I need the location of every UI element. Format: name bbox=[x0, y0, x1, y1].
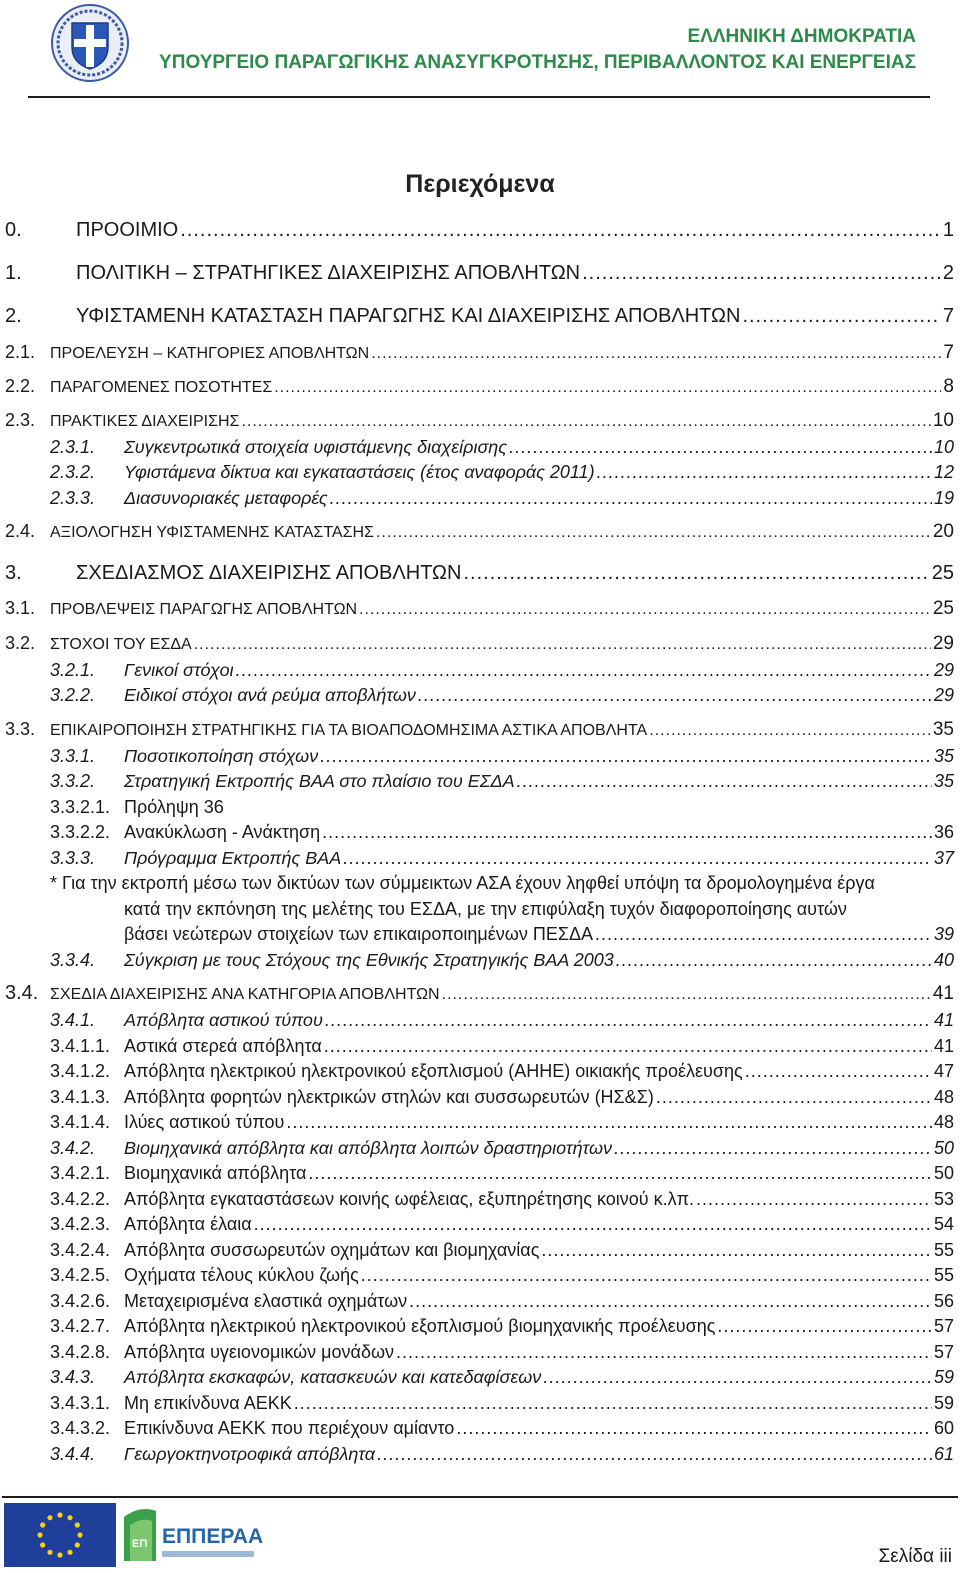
toc-page: 19 bbox=[933, 488, 954, 508]
toc-text: Οχήματα τέλους κύκλου ζωής bbox=[124, 1265, 359, 1285]
toc-entry[interactable] bbox=[50, 685, 954, 706]
toc-leader bbox=[517, 771, 932, 792]
toc-entry[interactable] bbox=[50, 746, 954, 767]
toc-text: Ποσοτικοποίηση στόχων bbox=[124, 746, 319, 766]
toc-leader bbox=[696, 1189, 932, 1210]
toc-text: Πρόληψη 36 bbox=[124, 797, 224, 817]
toc-text: Απόβλητα υγειονομικών μονάδων bbox=[124, 1342, 395, 1362]
toc-leader bbox=[325, 1010, 932, 1031]
toc-leader bbox=[377, 1444, 932, 1465]
toc-text: Στρατηγική Εκτροπής ΒΑΑ στο πλαίσιο του ΕΣΔΑ bbox=[124, 771, 515, 791]
toc-page: 25 bbox=[932, 598, 954, 619]
toc-entry[interactable] bbox=[5, 982, 954, 1005]
toc-page: 55 bbox=[933, 1240, 954, 1260]
toc-number: 3.4.2.4. bbox=[50, 1240, 111, 1260]
toc-text: ΕΠΙΚΑΙΡΟΠΟΙΗΣΗ ΣΤΡΑΤΗΓΙΚΗΣ ΓΙΑ ΤΑ ΒΙΟΑΠΟΔΟΜΗΣΙΜΑ ΑΣΤΙΚΑ ΑΠΟΒΛΗΤΑ bbox=[50, 722, 648, 739]
toc-note-entry[interactable] bbox=[50, 871, 954, 948]
toc-text: Σύγκριση με τους Στόχους της Εθνικής Στρατηγικής ΒΑΑ 2003 bbox=[124, 950, 614, 970]
toc-leader bbox=[396, 1342, 932, 1363]
toc-leader bbox=[616, 950, 932, 971]
toc-text: ΣΧΕΔΙΑ ΔΙΑΧΕΙΡΙΣΗΣ ΑΝΑ ΚΑΤΗΓΟΡΙΑ ΑΠΟΒΛΗΤΩΝ bbox=[50, 986, 440, 1003]
toc-leader bbox=[463, 562, 929, 585]
toc-leader bbox=[371, 345, 941, 363]
toc-number: 3.4.3.2. bbox=[50, 1418, 111, 1438]
toc-text: ΣΤΟΧΟΙ ΤΟΥ ΕΣΔΑ bbox=[50, 636, 192, 653]
toc-number: 3.4.2.2. bbox=[50, 1189, 111, 1209]
header-country: ΕΛΛΗΝΙΚΗ ΔΗΜΟΚΡΑΤΙΑ bbox=[687, 26, 916, 47]
toc-text: Αστικά στερεά απόβλητα bbox=[124, 1036, 322, 1056]
toc-note-last-line bbox=[50, 922, 954, 948]
toc-page: 41 bbox=[933, 1010, 954, 1030]
toc-text: Ανακύκλωση - Ανάκτηση bbox=[124, 822, 321, 842]
toc-entry[interactable] bbox=[50, 848, 954, 869]
toc-number: 2.3.1. bbox=[50, 437, 96, 457]
toc-text: Διασυνοριακές μεταφορές bbox=[124, 488, 328, 508]
toc-number: 3.4.1.4. bbox=[50, 1112, 111, 1132]
toc-text: Επικίνδυνα ΑΕΚΚ που περιέχουν αμίαντο bbox=[124, 1418, 455, 1438]
toc-leader bbox=[320, 746, 932, 767]
toc-leader bbox=[361, 1265, 932, 1286]
toc-text: ΠΑΡΑΓΟΜΕΝΕΣ ΠΟΣΟΤΗΤΕΣ bbox=[50, 379, 273, 396]
toc-page: 39 bbox=[933, 924, 954, 945]
toc-entry[interactable] bbox=[50, 1393, 954, 1414]
toc-page: 54 bbox=[933, 1214, 954, 1234]
toc-text: Βιομηχανικά απόβλητα bbox=[124, 1163, 307, 1183]
toc-leader bbox=[254, 1214, 932, 1235]
toc-text: Μεταχειρισμένα ελαστικά οχημάτων bbox=[124, 1291, 408, 1311]
header-divider bbox=[28, 96, 930, 98]
toc-page: 59 bbox=[933, 1367, 954, 1387]
toc-note-line: κατά την εκπόνηση της μελέτης του ΕΣΔΑ, με την επιφύλαξη τυχόν διαφοροποίησης αυτών bbox=[124, 898, 847, 919]
toc-entry[interactable] bbox=[50, 1061, 954, 1082]
toc-text: ΣΧΕΔΙΑΣΜΟΣ ΔΙΑΧΕΙΡΙΣΗΣ ΑΠΟΒΛΗΤΩΝ bbox=[76, 562, 462, 584]
toc-leader bbox=[442, 986, 931, 1004]
toc-entry[interactable] bbox=[50, 950, 954, 971]
toc-number: 3.1. bbox=[5, 598, 36, 618]
toc-page: 57 bbox=[933, 1316, 954, 1336]
toc-page: 41 bbox=[933, 1036, 954, 1056]
toc-note-line: * Για την εκτροπή μέσω των δικτύων των σύμμεικτων ΑΣΑ έχουν ληφθεί υπόψη τα δρομολογημένα έργα bbox=[50, 873, 875, 893]
toc-number: 3.4. bbox=[5, 982, 39, 1004]
toc-page: 2 bbox=[942, 262, 954, 284]
toc-number: 2.3.3. bbox=[50, 488, 96, 508]
toc-number: 2.1. bbox=[5, 342, 36, 362]
toc-leader bbox=[541, 1240, 932, 1261]
epperaa-logo bbox=[122, 1503, 264, 1563]
toc-entry[interactable] bbox=[50, 1418, 954, 1439]
toc-leader bbox=[597, 462, 932, 483]
toc-number: 3.2.2. bbox=[50, 685, 96, 705]
toc-leader bbox=[409, 1291, 932, 1312]
greek-coat-of-arms-icon bbox=[50, 3, 130, 83]
header-title-block bbox=[159, 24, 916, 76]
toc-entry[interactable] bbox=[50, 1087, 954, 1108]
toc-text: Πρόγραμμα Εκτροπής ΒΑΑ bbox=[124, 848, 342, 868]
toc-leader bbox=[614, 1138, 932, 1159]
footer-divider bbox=[2, 1496, 958, 1498]
toc-entry[interactable] bbox=[50, 1010, 954, 1031]
toc-page: 20 bbox=[932, 521, 954, 542]
toc-number: 3.4.4. bbox=[50, 1444, 96, 1464]
toc-entry[interactable] bbox=[50, 822, 954, 843]
toc-entry[interactable] bbox=[50, 1163, 954, 1184]
toc-number: 3.4.2. bbox=[50, 1138, 96, 1158]
toc-number: 2.3.2. bbox=[50, 462, 96, 482]
toc-page: 41 bbox=[932, 983, 954, 1004]
toc-leader bbox=[418, 685, 932, 706]
toc-text: Απόβλητα ηλεκτρικού ηλεκτρονικού εξοπλισμού βιομηχανικής προέλευσης bbox=[124, 1316, 716, 1336]
toc-leader bbox=[308, 1163, 932, 1184]
toc-text: Βιομηχανικά απόβλητα και απόβλητα λοιπών δραστηριοτήτων bbox=[124, 1138, 613, 1158]
toc-leader bbox=[543, 1367, 932, 1388]
toc-number: 3.4.2.3. bbox=[50, 1214, 111, 1234]
toc-leader bbox=[330, 488, 932, 509]
toc-number: 3.4.2.1. bbox=[50, 1163, 111, 1183]
toc-entry[interactable] bbox=[50, 1240, 954, 1261]
toc-entry[interactable] bbox=[50, 771, 954, 792]
toc-entry[interactable] bbox=[50, 797, 954, 818]
toc-leader bbox=[649, 722, 931, 740]
toc-page: 29 bbox=[933, 685, 954, 705]
toc-page: 29 bbox=[932, 633, 954, 654]
toc-entry[interactable] bbox=[50, 660, 954, 681]
toc-entry[interactable] bbox=[5, 633, 954, 655]
toc-leader bbox=[745, 1061, 932, 1082]
toc-number: 2.3. bbox=[5, 410, 36, 430]
toc-number: 3.4.3. bbox=[50, 1367, 96, 1387]
toc-leader bbox=[294, 1393, 932, 1414]
toc-entry[interactable] bbox=[50, 1316, 954, 1337]
toc-leader bbox=[582, 262, 941, 285]
epperaa-logo-text: ΕΠΠΕΡΑΑ bbox=[162, 1525, 264, 1548]
toc-page: 53 bbox=[933, 1189, 954, 1209]
toc-page: 61 bbox=[933, 1444, 954, 1464]
toc-number: 3.3.2. bbox=[50, 771, 96, 791]
toc-page: 35 bbox=[933, 746, 954, 766]
toc-number: 2. bbox=[5, 305, 22, 327]
toc-entry[interactable] bbox=[50, 1291, 954, 1312]
toc-text: ΠΡΑΚΤΙΚΕΣ ΔΙΑΧΕΙΡΙΣΗΣ bbox=[50, 413, 240, 430]
toc-entry[interactable] bbox=[50, 1189, 954, 1210]
toc-text: Απόβλητα εκσκαφών, κατασκευών και κατεδαφίσεων bbox=[124, 1367, 542, 1387]
toc-page: 47 bbox=[933, 1061, 954, 1081]
toc-number: 3.4.1.1. bbox=[50, 1036, 111, 1056]
toc-page: 55 bbox=[933, 1265, 954, 1285]
toc-page: 59 bbox=[933, 1393, 954, 1413]
toc-text: Απόβλητα εγκαταστάσεων κοινής ωφέλειας, εξυπηρέτησης κοινού κ.λπ. bbox=[124, 1189, 695, 1209]
toc-entry[interactable] bbox=[50, 1444, 954, 1465]
toc-entry[interactable] bbox=[50, 1138, 954, 1159]
toc-leader bbox=[359, 601, 931, 619]
toc-number: 3.4.2.5. bbox=[50, 1265, 111, 1285]
header-ministry: ΥΠΟΥΡΓΕΙΟ ΠΑΡΑΓΩΓΙΚΗΣ ΑΝΑΣΥΓΚΡΟΤΗΣΗΣ, ΠΕΡΙΒΑΛΛΟΝΤΟΣ ΚΑΙ ΕΝΕΡΓΕΙΑΣ bbox=[159, 52, 916, 73]
toc-entry[interactable] bbox=[5, 719, 954, 741]
toc-number: 3. bbox=[5, 562, 22, 584]
toc-page: 40 bbox=[933, 950, 954, 970]
toc-number: 2.2. bbox=[5, 376, 36, 396]
toc-number: 3.2. bbox=[5, 633, 36, 653]
toc-entry[interactable] bbox=[5, 562, 954, 585]
toc-number: 3.3.2.2. bbox=[50, 822, 111, 842]
toc-page: 35 bbox=[932, 719, 954, 740]
toc-number: 3.3.4. bbox=[50, 950, 96, 970]
toc-number: 3.3. bbox=[5, 719, 36, 739]
toc-leader bbox=[180, 219, 941, 242]
toc-page: 57 bbox=[933, 1342, 954, 1362]
toc-number: 3.4.1.2. bbox=[50, 1061, 111, 1081]
toc-number: 3.3.1. bbox=[50, 746, 96, 766]
toc-entry[interactable] bbox=[5, 410, 954, 432]
page-title: Περιεχόμενα bbox=[405, 170, 555, 198]
toc-number: 1. bbox=[5, 262, 22, 284]
toc-leader bbox=[742, 305, 940, 328]
toc-page: 48 bbox=[933, 1087, 954, 1107]
toc-leader bbox=[343, 848, 932, 869]
toc-text: Απόβλητα ηλεκτρικού ηλεκτρονικού εξοπλισμού (ΑΗΗΕ) οικιακής προέλευσης bbox=[124, 1061, 743, 1081]
toc-page: 25 bbox=[931, 562, 954, 584]
toc-text: ΥΦΙΣΤΑΜΕΝΗ ΚΑΤΑΣΤΑΣΗ ΠΑΡΑΓΩΓΗΣ ΚΑΙ ΔΙΑΧΕΙΡΙΣΗΣ ΑΠΟΒΛΗΤΩΝ bbox=[76, 305, 741, 327]
toc-entry[interactable] bbox=[50, 1265, 954, 1286]
toc-text: ΠΟΛΙΤΙΚΗ – ΣΤΡΑΤΗΓΙΚΕΣ ΔΙΑΧΕΙΡΙΣΗΣ ΑΠΟΒΛΗΤΩΝ bbox=[76, 262, 581, 284]
toc-note-line: βάσει νεώτερων στοιχείων των επικαιροποιημένων ΠΕΣΔΑ bbox=[124, 924, 593, 945]
page-header bbox=[0, 0, 960, 100]
toc-leader bbox=[656, 1087, 932, 1108]
toc-entry[interactable] bbox=[5, 305, 954, 328]
toc-entry[interactable] bbox=[5, 219, 954, 242]
toc-entry[interactable] bbox=[50, 488, 954, 509]
toc-page: 36 bbox=[933, 822, 954, 842]
toc-text: ΑΞΙΟΛΟΓΗΣΗ ΥΦΙΣΤΑΜΕΝΗΣ ΚΑΤΑΣΤΑΣΗΣ bbox=[50, 524, 374, 541]
toc-text: Ιλύες αστικού τύπου bbox=[124, 1112, 285, 1132]
toc-page: 50 bbox=[933, 1163, 954, 1183]
toc-page: 10 bbox=[933, 437, 954, 457]
toc-text: ΠΡΟΕΛΕΥΣΗ – ΚΑΤΗΓΟΡΙΕΣ ΑΠΟΒΛΗΤΩΝ bbox=[50, 345, 370, 362]
toc-page: 8 bbox=[943, 376, 954, 397]
toc-entry[interactable] bbox=[50, 1367, 954, 1388]
toc-entry[interactable] bbox=[50, 1342, 954, 1363]
toc-text: Συγκεντρωτικά στοιχεία υφιστάμενης διαχείρισης bbox=[124, 437, 508, 457]
toc-number: 3.3.2.1. bbox=[50, 797, 111, 817]
toc-entry[interactable] bbox=[50, 1214, 954, 1235]
toc-page: 50 bbox=[933, 1138, 954, 1158]
toc-text: Γεωργοκτηνοτροφικά απόβλητα bbox=[124, 1444, 376, 1464]
toc-number: 3.4.2.7. bbox=[50, 1316, 111, 1336]
toc-entry[interactable] bbox=[50, 462, 954, 483]
toc-text: Απόβλητα φορητών ηλεκτρικών στηλών και συσσωρευτών (ΗΣ&Σ) bbox=[124, 1087, 654, 1107]
toc-number: 2.4. bbox=[5, 521, 36, 541]
toc-leader bbox=[322, 822, 932, 843]
toc-number: 3.4.2.8. bbox=[50, 1342, 111, 1362]
toc-text: Γενικοί στόχοι bbox=[124, 660, 234, 680]
toc-text: ΠΡΟΒΛΕΨΕΙΣ ΠΑΡΑΓΩΓΗΣ ΑΠΟΒΛΗΤΩΝ bbox=[50, 601, 358, 618]
toc-page: 10 bbox=[932, 410, 954, 431]
toc-leader bbox=[509, 437, 932, 458]
toc-entry[interactable] bbox=[5, 376, 954, 398]
svg-text:ΕΠ: ΕΠ bbox=[132, 1538, 148, 1550]
toc-text: Μη επικίνδυνα ΑΕΚΚ bbox=[124, 1393, 292, 1413]
toc-page: 1 bbox=[942, 219, 954, 241]
toc-page: 48 bbox=[933, 1112, 954, 1132]
toc-entry[interactable] bbox=[5, 262, 954, 285]
toc-number: 3.3.3. bbox=[50, 848, 96, 868]
toc-leader bbox=[717, 1316, 932, 1337]
toc-text: Υφιστάμενα δίκτυα και εγκαταστάσεις (έτος αναφοράς 2011) bbox=[124, 462, 595, 482]
toc-page: 7 bbox=[943, 342, 954, 363]
toc-leader bbox=[456, 1418, 932, 1439]
toc-leader bbox=[286, 1112, 932, 1133]
toc-entry[interactable] bbox=[5, 521, 954, 543]
toc-text: Απόβλητα αστικού τύπου bbox=[124, 1010, 323, 1030]
toc-leader bbox=[274, 379, 941, 397]
toc-number: 3.4.1. bbox=[50, 1010, 96, 1030]
toc-text: Ειδικοί στόχοι ανά ρεύμα αποβλήτων bbox=[124, 685, 416, 705]
toc-page: 56 bbox=[933, 1291, 954, 1311]
toc-leader bbox=[236, 660, 932, 681]
toc-leader bbox=[241, 413, 930, 431]
toc-page: 37 bbox=[933, 848, 954, 868]
toc-number: 0. bbox=[5, 219, 22, 241]
toc-leader bbox=[194, 636, 931, 654]
toc-number: 3.4.1.3. bbox=[50, 1087, 111, 1107]
page-number: Σελίδα iii bbox=[878, 1546, 952, 1567]
toc-text: ΠΡΟΟΙΜΙΟ bbox=[76, 219, 179, 241]
epperaa-logo-subtitle bbox=[162, 1551, 254, 1557]
toc-number: 3.4.3.1. bbox=[50, 1393, 111, 1413]
toc-entry[interactable] bbox=[50, 1036, 954, 1057]
toc-text: Απόβλητα συσσωρευτών οχημάτων και βιομηχανίας bbox=[124, 1240, 540, 1260]
toc-leader bbox=[595, 922, 932, 948]
toc-entry[interactable] bbox=[5, 598, 954, 620]
toc-page: 12 bbox=[933, 462, 954, 482]
toc-page: 60 bbox=[933, 1418, 954, 1438]
toc-leader bbox=[376, 524, 931, 542]
toc-leader bbox=[324, 1036, 932, 1057]
toc-entry[interactable] bbox=[50, 437, 954, 458]
toc-page: 35 bbox=[933, 771, 954, 791]
toc-page: 29 bbox=[933, 660, 954, 680]
toc-number: 3.4.2.6. bbox=[50, 1291, 111, 1311]
toc-entry[interactable] bbox=[5, 342, 954, 364]
toc-entry[interactable] bbox=[50, 1112, 954, 1133]
toc-number: 3.2.1. bbox=[50, 660, 96, 680]
toc-page: 7 bbox=[942, 305, 954, 327]
eu-flag-icon bbox=[4, 1503, 116, 1567]
toc-text: Απόβλητα έλαια bbox=[124, 1214, 252, 1234]
